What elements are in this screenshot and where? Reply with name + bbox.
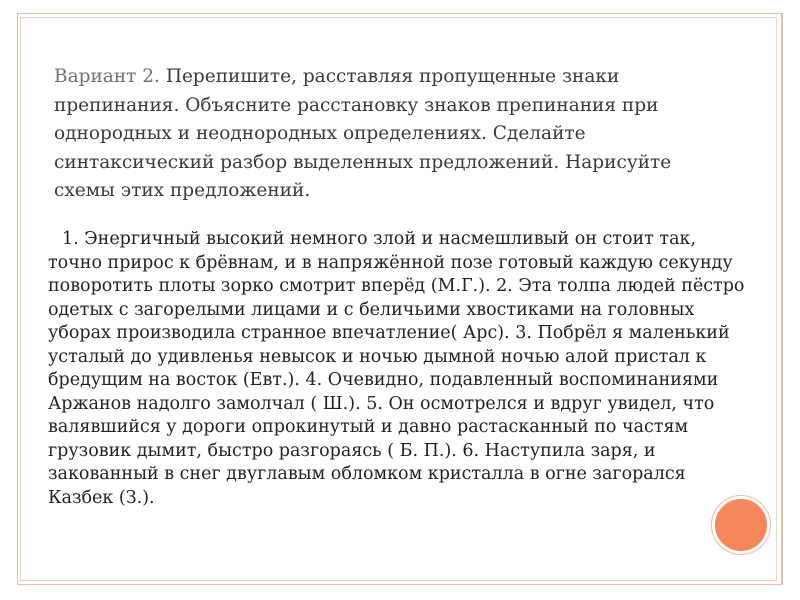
instruction-text: Перепишите, расставляя пропущенные знаки препинания. Объясните расстановку знаков препинания при однородных и неоднородных определениях. Сделайте синтаксический разбор выделенных предложений. Нарисуйте схемы этих предложений. [54,66,672,201]
exercise-sentences: 1. Энергичный высокий немного злой и насмешливый он стоит так, точно прирос к брёвнам, и в напряжённой позе готовый каждую секунду поворотить плоты зорко смотрит вперёд (М.Г.). 2. Эта толпа людей пёстро одетых с загорелыми лицами и с беличьими хвостиками на головных уборах производила странное впечатление( Арс). 3. Побрёл я маленький усталый до удивленья невысок и ночью дымной ночью алой пристал к бредущим на восток (Евт.). 4. Очевидно, подавленный воспоминаниями Аржанов надолго замолчал ( Ш.). 5. Он осмотрелся и вдруг увидел, что валявшийся у дороги опрокинутый и давно растасканный по частям грузовик дымит, быстро разгораясь ( Б. П.). 6. Наступила заря, и закованный в снег двуглавым обломком кристалла в огне загорался Казбек (З.). [48,229,745,508]
assignment-instruction [54,63,704,206]
variant-label: Вариант 2. [54,66,160,87]
frame-accent-line [782,13,783,585]
